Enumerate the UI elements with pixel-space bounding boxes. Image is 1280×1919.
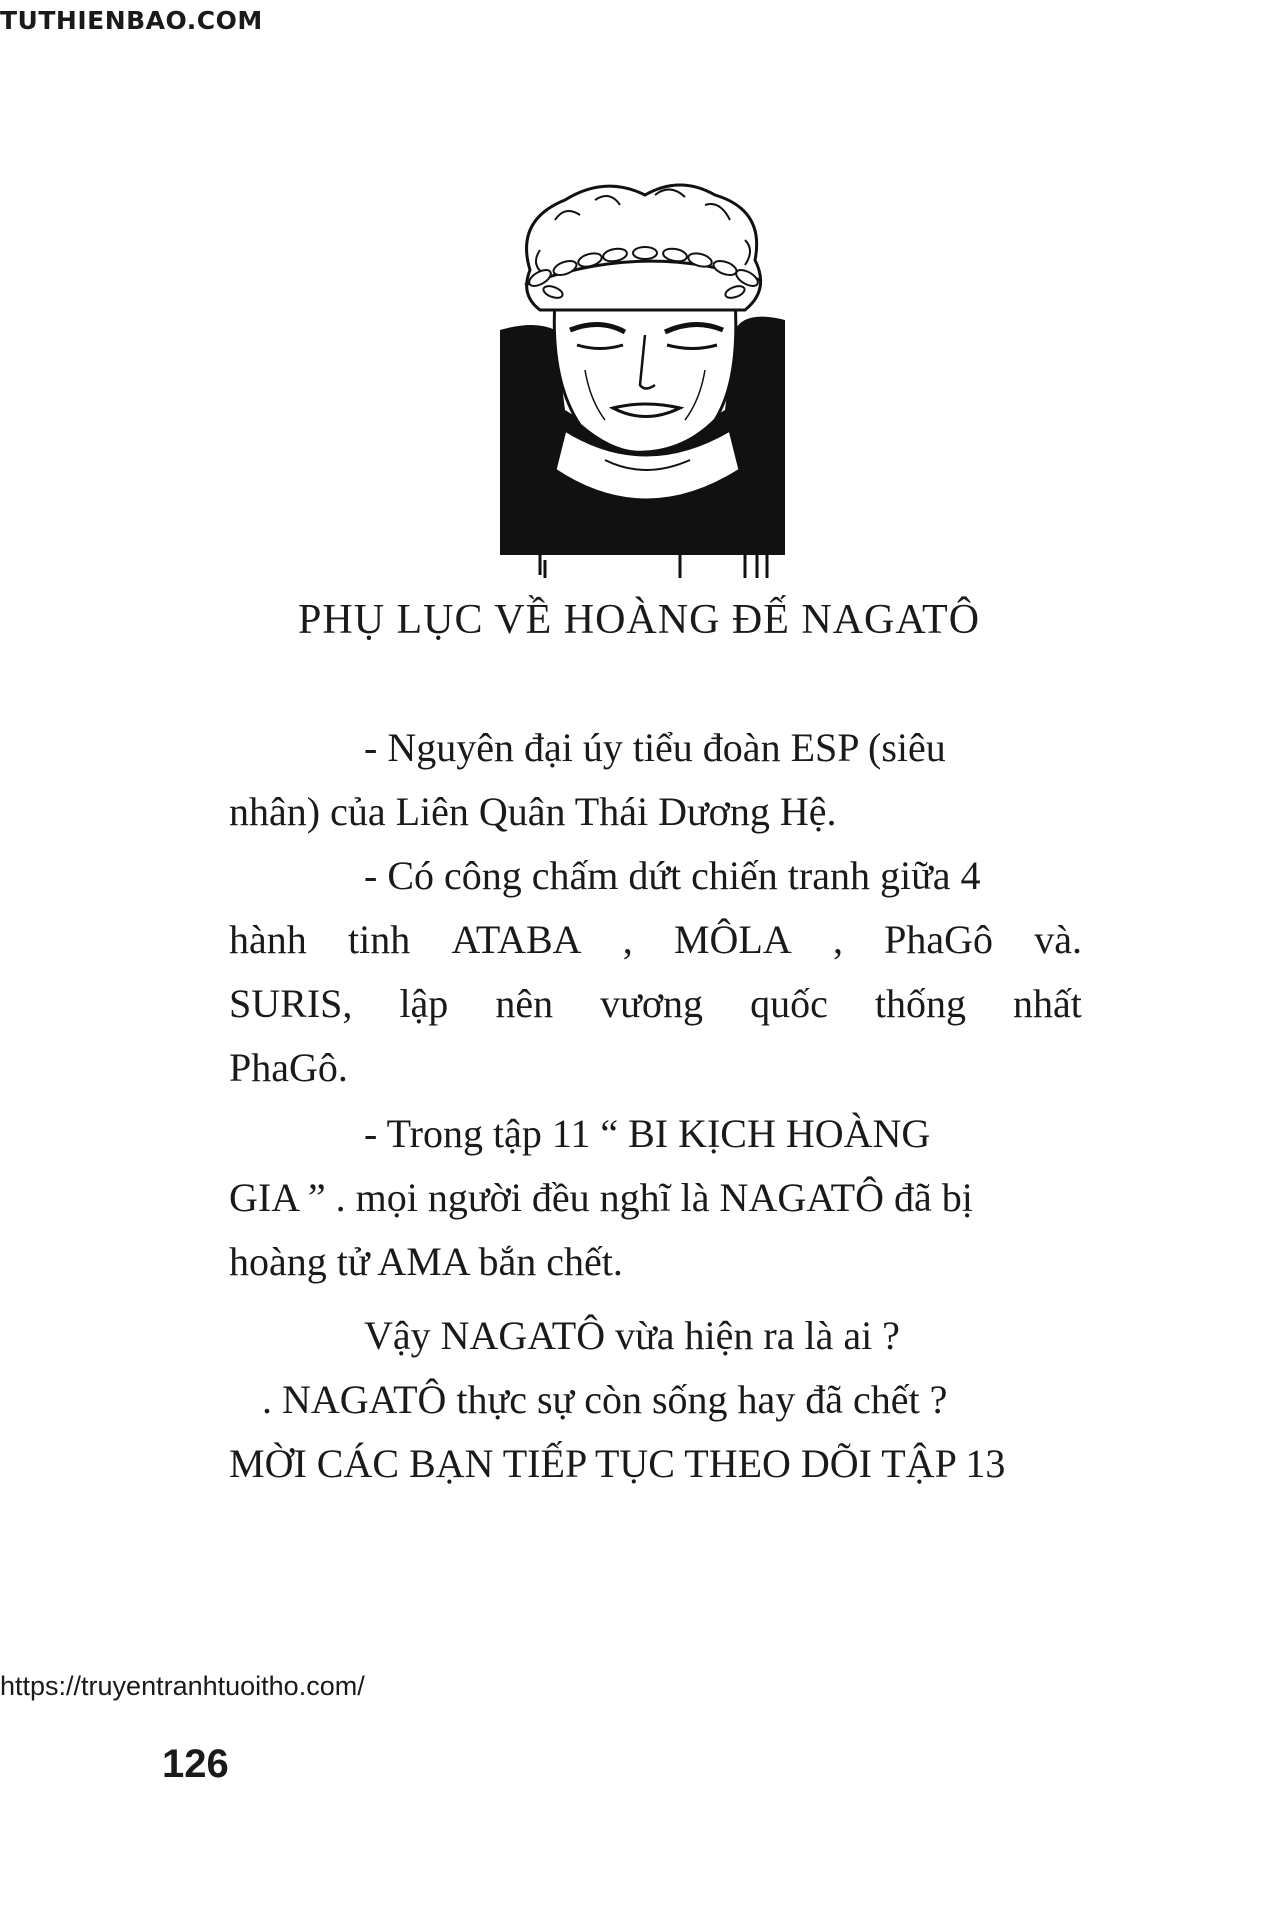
watermark: TUTHIENBAO.COM <box>0 6 263 35</box>
paragraph-3-line-3: hoàng tử AMA bắn chết. <box>229 1239 623 1284</box>
word: quốc <box>750 981 828 1026</box>
paragraph-2 <box>229 844 1082 1100</box>
paragraph-1-text-1: - Nguyên đại úy tiểu đoàn ESP (siêu <box>364 725 946 770</box>
word: , <box>832 917 843 962</box>
paragraph-2-line-1: - Có công chấm dứt chiến tranh giữa 4 <box>364 853 981 898</box>
emperor-portrait-illustration <box>495 180 787 580</box>
paragraph-2-line-2 <box>229 908 1082 972</box>
paragraph-3-line-2: GIA ” . mọi người đều nghĩ là NAGATÔ đã bị <box>229 1175 973 1220</box>
word: , <box>622 917 633 962</box>
word: SURIS, <box>229 981 353 1026</box>
word: hành <box>229 917 307 962</box>
source-url[interactable]: https://truyentranhtuoitho.com/ <box>0 1671 365 1701</box>
question-2: . NAGATÔ thực sự còn sống hay đã chết ? <box>262 1377 948 1422</box>
page-number: 126 <box>162 1742 229 1786</box>
question-1: Vậy NAGATÔ vừa hiện ra là ai ? <box>364 1313 900 1358</box>
word: nhất <box>1013 981 1082 1026</box>
word: tinh <box>347 917 411 962</box>
paragraph-2-line-4: PhaGô. <box>229 1045 348 1090</box>
paragraph-3-line-1: - Trong tập 11 “ BI KỊCH HOÀNG <box>364 1111 931 1156</box>
paragraph-2-line-3 <box>229 972 1082 1036</box>
paragraph-3 <box>229 1102 1082 1294</box>
word: thống <box>874 981 966 1026</box>
word: nên <box>495 981 554 1026</box>
word: và. <box>1034 917 1082 962</box>
closing-line: MỜI CÁC BẠN TIẾP TỤC THEO DÕI TẬP 13 <box>229 1441 1006 1486</box>
paragraph-1 <box>229 716 1082 844</box>
word: vương <box>600 981 704 1026</box>
word: ATABA <box>451 917 582 962</box>
word: PhaGô <box>884 917 994 962</box>
word: MÔLA <box>673 917 792 962</box>
word: lập <box>399 981 449 1026</box>
paragraph-1-line-1 <box>229 716 1082 780</box>
page-title: PHỤ LỤC VỀ HOÀNG ĐẾ NAGATÔ <box>298 597 981 643</box>
paragraph-1-line-2: nhân) của Liên Quân Thái Dương Hệ. <box>229 789 837 834</box>
